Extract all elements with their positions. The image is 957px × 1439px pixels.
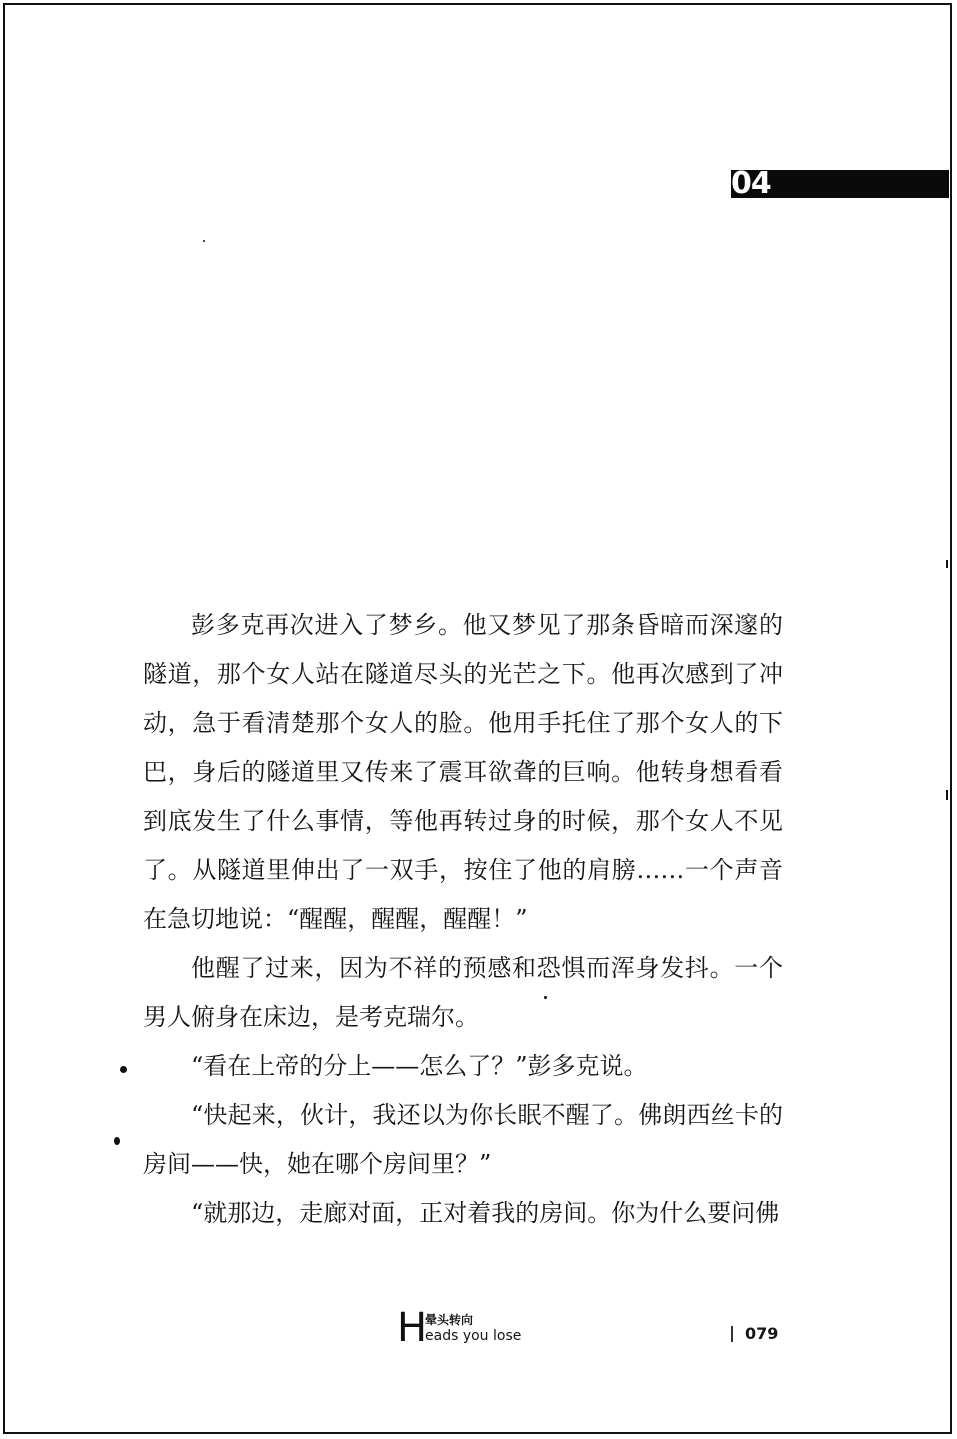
scan-speck xyxy=(946,560,948,568)
paragraph: “就那边，走廊对面，正对着我的房间。你为什么要问佛 xyxy=(191,1199,780,1227)
body-text xyxy=(143,601,783,1238)
page-number-separator xyxy=(731,1326,733,1342)
page-number: 079 xyxy=(745,1324,779,1343)
paragraph: 他醒了过来，因为不祥的预感和恐惧而浑身发抖。一个男人俯身在床边，是考克瑞尔。 xyxy=(143,954,783,1031)
paragraph: “快起来，伙计，我还以为你长眠不醒了。佛朗西丝卡的房间——快，她在哪个房间里？” xyxy=(143,1101,783,1178)
scan-speck xyxy=(946,790,948,800)
chapter-number: 04 xyxy=(731,166,771,201)
scan-speck xyxy=(120,1066,127,1073)
logo-initial: H xyxy=(397,1305,428,1351)
scan-speck xyxy=(114,1137,120,1145)
scan-speck xyxy=(544,996,547,999)
logo-english-title: eads you lose xyxy=(425,1328,522,1344)
paragraph: 彭多克再次进入了梦乡。他又梦见了那条昏暗而深邃的隧道，那个女人站在隧道尽头的光芒之下。他再次感到了冲动，急于看清楚那个女人的脸。他用手托住了那个女人的下巴，身后的隧道里又传来了震耳欲聋的巨响。他转身想看看到底发生了什么事情，等他再转过身的时候，那个女人不见了。从隧道里伸出了一双手，按住了他的肩膀……一个声音在急切地说：“醒醒，醒醒，醒醒！” xyxy=(143,611,783,933)
scan-speck xyxy=(203,240,205,242)
logo-chinese-title: 晕头转向 xyxy=(425,1313,474,1327)
paragraph: “看在上帝的分上——怎么了？”彭多克说。 xyxy=(191,1052,648,1080)
